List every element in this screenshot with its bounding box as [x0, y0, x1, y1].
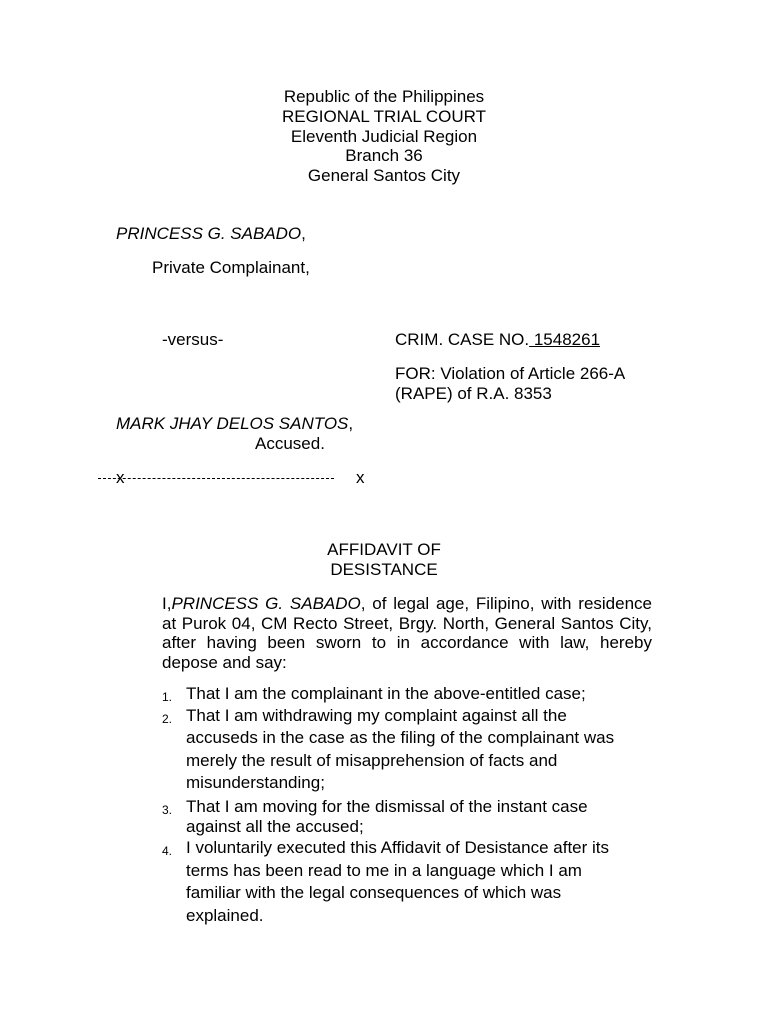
list-number: 3. [162, 802, 173, 817]
caption-divider [98, 478, 334, 479]
list-text: I voluntarily executed this Affidavit of Desistance after its terms has been read to me in a language which I am familiar with the legal consequences of which was explained. [186, 837, 610, 925]
judicial-region: Eleventh Judicial Region [290, 126, 478, 146]
accused-comma: , [348, 414, 354, 433]
caption-x-left: x [116, 468, 125, 487]
accused-name-line [116, 414, 353, 434]
list-text: That I am the complainant in the above-entitled case; [186, 684, 586, 703]
case-number-line [395, 330, 600, 350]
offense-line-1: FOR: Violation of Article 266-A [395, 364, 626, 383]
document-title [0, 540, 768, 580]
affiant-name: PRINCESS G. SABADO [171, 594, 361, 613]
list-text: That I am moving for the dismissal of the instant case against all the accused; [186, 796, 588, 836]
affidavit-list [162, 683, 632, 927]
court-name: REGIONAL TRIAL COURT [281, 106, 487, 126]
list-number: 1. [162, 690, 173, 704]
versus-label: -versus- [162, 330, 224, 349]
intro-paragraph [162, 594, 652, 673]
intro-text: , of legal age, Filipino, with residence at Purok 04, CM Recto Street, Brgy. North, General Santos City, after having been sworn to in accordance with law, hereby depose and say: [162, 594, 652, 673]
list-item [162, 837, 632, 927]
case-number-label: CRIM. CASE NO. [395, 330, 530, 349]
offense-line-2: (RAPE) of R.A. 8353 [395, 383, 552, 403]
list-item [162, 797, 632, 837]
complainant-comma: , [301, 224, 306, 243]
list-number: 2. [162, 711, 173, 726]
republic-line: Republic of the Philippines [283, 87, 485, 106]
offense-block [395, 364, 625, 404]
accused-name: MARK JHAY DELOS SANTOS [116, 414, 349, 433]
complainant-name: PRINCESS G. SABADO [116, 224, 302, 243]
list-text: That I am withdrawing my complaint against all the accuseds in the case as the filing of the complainant was merely the result of misapprehension of facts and misunderstanding; [186, 705, 615, 793]
court-header [0, 87, 768, 186]
caption-x-right: x [356, 468, 365, 487]
list-item [162, 683, 632, 706]
branch: Branch 36 [345, 146, 423, 166]
intro-prefix: I, [162, 594, 172, 613]
complainant-name-line [116, 224, 306, 244]
complainant-role: Private Complainant, [152, 258, 310, 277]
accused-role: Accused. [255, 434, 325, 453]
list-item [162, 705, 632, 795]
title-line-1: AFFIDAVIT OF [327, 540, 441, 559]
title-line-2: DESISTANCE [330, 560, 438, 579]
list-number: 4. [162, 843, 173, 858]
case-number-value: 1548261 [529, 330, 601, 349]
city: General Santos City [307, 166, 461, 186]
